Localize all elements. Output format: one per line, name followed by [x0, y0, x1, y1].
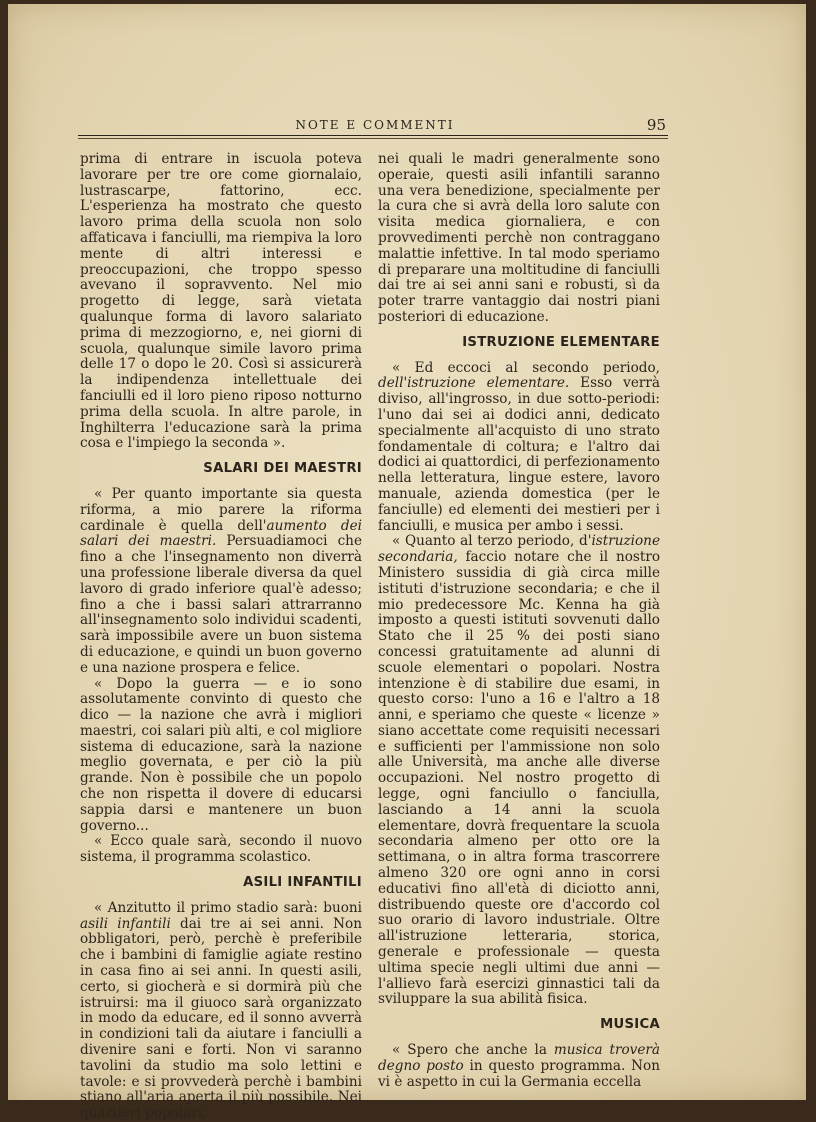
page-number: 95 — [646, 116, 666, 134]
paragraph: « Anzitutto il primo stadio sarà: buoni asili infantili dai tre ai sei anni. Non obbligatori, però, perchè è preferibile che i bambini di famiglie agiate restino in casa fino ai sei anni. In questi asili, certo, si giocherà e si dormirà più che istruirsi: ma il giuoco sarà organizzato in modo da educare, ed il sonno avverrà in condizioni tali da aiutare i fanciulli a divenire sani e forti. Non vi saranno tavolini da studio ma solo lettini e tavole: e si provvederà perchè i bambini stiano all'aria aperta il più possibile. Nei quartieri popolari, — [80, 899, 362, 1122]
paragraph: « Ecco quale sarà, secondo il nuovo sistema, il programma scolastico. — [80, 833, 362, 866]
section-heading-salari: SALARI DEI MAESTRI — [203, 461, 362, 477]
section-heading-asili: ASILI INFANTILI — [243, 875, 362, 891]
section-heading-musica: MUSICA — [600, 1017, 660, 1033]
book-page — [8, 4, 806, 1122]
paragraph: « Ed eccoci al secondo periodo, dell'istruzione elementare. Esso verrà diviso, all'ingrosso, in due sotto-periodi: l'uno dai sei ai dodici anni, dedicato specialmente all'acquisto di uno strato fondamentale di coltura; e l'altro dai dodici ai quattordici, di perfezionamento nella letteratura, lingue estere, lavoro manuale, azienda domestica (per le fanciulle) ed elementi dei mestieri per i fanciulli, e musica per ambo i sessi. — [378, 359, 660, 534]
paragraph: « Dopo la guerra — e io sono assolutamente convinto di questo che dico — la nazione che avrà i migliori maestri, coi salari più alti, e col migliore sistema di educazione, sarà la nazione meglio governata, e per ciò la più grande. Non è possibile che un popolo che non rispetta il dovere di educarsi sappia darsi e mantenere un buon governo... — [80, 675, 362, 834]
paragraph: prima di entrare in iscuola poteva lavorare per tre ore come giornalaio, lustrascarpe, fattorino, ecc. L'esperienza ha mostrato che questo lavoro prima della scuola non solo affaticava i fanciulli, ma riempiva la loro mente di altri interessi e preoccupazioni, che troppo spesso avevano il sopravvento. Nel mio progetto di legge, sarà vietata qualunque forma di lavoro salariato prima di mezzogiorno, e, nei giorni di scuola, qualunque simile lavoro prima delle 17 o dopo le 20. Così si assicurerà la indipendenza intellettuale dei fanciulli ed il loro pieno riposo notturno prima della scuola. In altre parole, in Inghilterra l'educazione sarà la prima cosa e l'impiego la seconda ». — [80, 151, 362, 452]
paragraph: « Quanto al terzo periodo, d'istruzione secondaria, faccio notare che il nostro Ministero sussidia di già circa mille istituti d'istruzione secondaria; e che il mio predecessore Mc. Kenna ha già imposto a questi istituti sovvenuti dallo Stato che il 25 % dei posti siano concessi gratuitamente ad alunni di scuole elementari o popolari. Nostra intenzione è di stabilire due esami, in questo corso: l'uno a 16 e l'altro a 18 anni, e speriamo che queste « licenze » siano accettate come requisiti necessari e sufficienti per l'ammissione non solo alle Università, ma anche alle diverse occupazioni. Nel nostro progetto di legge, ogni fanciullo o fanciulla, lasciando a 14 anni la scuola elementare, dovrà frequentare la scuola secondaria almeno per otto ore la settimana, o in altra forma trascorrere almeno 320 ore ogni anno in corsi educativi fino all'età di diciotto anni, distribuendo queste ore d'accordo col suo orario di lavoro industriale. Oltre all'istruzione letteraria, storica, generale e professionale — questa ultima specie negli ultimi due anni — l'allievo farà esercizi ginnastici tali da sviluppare la sua abilità fisica. — [378, 533, 660, 1008]
section-heading-istruzione: ISTRUZIONE ELEMENTARE — [462, 334, 660, 350]
paragraph: « Per quanto importante sia questa riforma, a mio parere la riforma cardinale è quella dell'aumento dei salari dei maestri. Persuadiamoci che fino a che l'insegnamento non diverrà una professione liberale diversa da quel lavoro di grado inferiore qual'è adesso; fino a che i bassi salari attrarranno all'insegnamento solo individui scadenti, sarà impossibile avere un buon sistema di educazione, e quindi un buon governo e una nazione prospera e felice. — [80, 485, 362, 676]
right-column — [378, 152, 660, 1090]
header-rule — [78, 135, 668, 139]
paragraph: « Spero che anche la musica troverà degno posto in questo programma. Non vi è aspetto in cui la Germania eccella — [378, 1042, 660, 1090]
running-title: NOTE E COMMENTI — [295, 118, 455, 132]
paragraph: nei quali le madri generalmente sono operaie, questi asili infantili saranno una vera benedizione, specialmente per la cura che si avrà della loro salute con visita medica giornaliera, e con provvedimenti perchè non contraggano malattie infettive. In tal modo speriamo di preparare una moltitudine di fanciulli dai tre ai sei anni sani e robusti, sì da poter trarre vantaggio dai nostri piani posteriori di educazione. — [378, 151, 660, 325]
left-column — [80, 152, 362, 1122]
